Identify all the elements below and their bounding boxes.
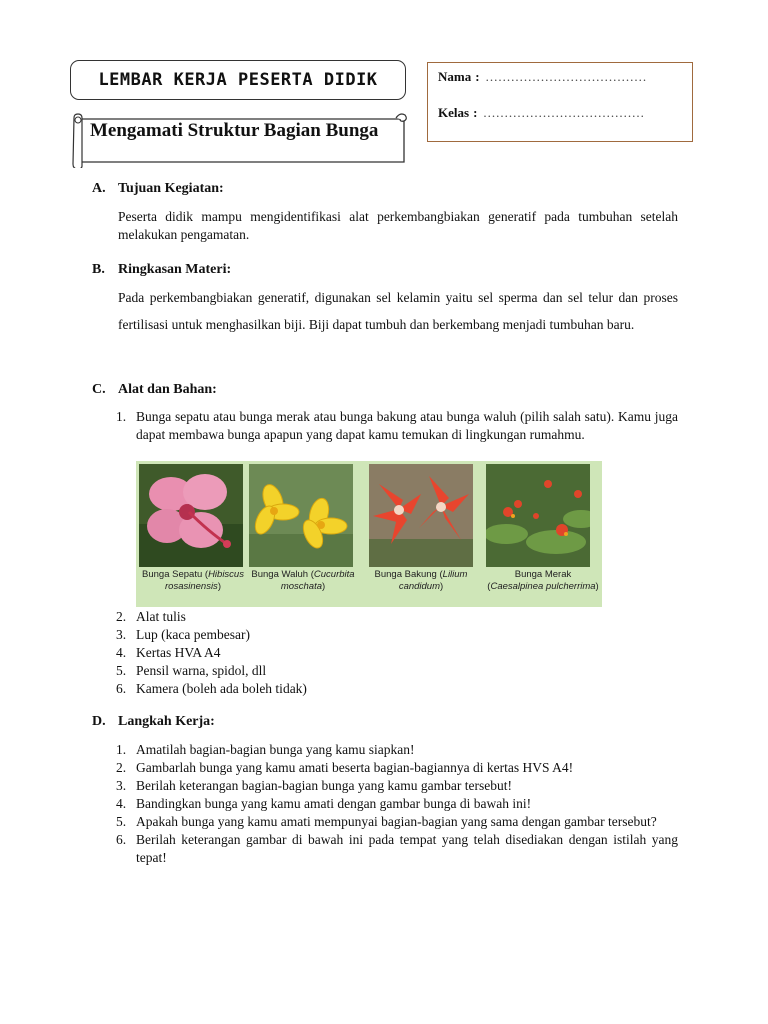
section-b-text: Pada perkembangbiakan generatif, digunakan sel kelamin yaitu sel sperma dan sel telur dan proses fertilisasi untuk menghasilkan biji. Biji dapat tumbuh dan berkembang menjadi tumbuhan baru. [118,290,678,332]
section-a-text: Peserta didik mampu mengidentifikasi alat perkembangbiakan generatif pada tumbuhan setelah melakukan pengamatan. [118,209,678,242]
class-colon: : [473,105,478,120]
list-item: 6. Kamera (boleh ada boleh tidak) [116,681,307,696]
caption-bunga-bakung: Bunga Bakung (Lilium candidum) [374,569,468,592]
lkpd-title: LEMBAR KERJA PESERTA DIDIK [98,70,378,90]
identity-box [427,62,693,142]
name-row [438,69,647,85]
class-row [438,105,645,121]
list-item: 1. Bunga sepatu atau bunga merak atau bunga bakung atau bunga waluh (pilih salah satu). Kamu juga dapat membawa bunga apapun yang dapat kamu temukan di lingkungan rumahmu. [116,409,678,442]
section-b-heading: B. Ringkasan Materi: [92,262,232,277]
hibiscus-photo [139,464,243,567]
section-c-title: Alat dan Bahan: [118,382,217,397]
caption-bunga-waluh: Bunga Waluh (Cucurbita moschata) [251,569,355,592]
caption-bunga-sepatu: Bunga Sepatu (Hibiscus rosasinensis) [142,569,244,592]
list-item: 1. Amatilah bagian-bagian bunga yang kamu siapkan! [116,742,415,757]
list-item: 3. Berilah keterangan bagian-bagian bunga yang kamu gambar tersebut! [116,778,512,793]
list-item: 5. Pensil warna, spidol, dll [116,663,267,678]
section-d-title: Langkah Kerja: [118,714,215,729]
list-item: 2. Alat tulis [116,609,186,624]
merak-photo [486,464,590,567]
class-label: Kelas [438,105,470,120]
section-a-heading: A. Tujuan Kegiatan: [92,181,224,196]
waluh-photo [249,464,353,567]
name-colon: : [475,69,480,84]
steps-list [116,741,678,867]
section-b-title: Ringkasan Materi: [118,262,232,277]
topic-title: Mengamati Struktur Bagian Bunga [90,120,379,141]
list-item: 3. Lup (kaca pembesar) [116,627,250,642]
list-item: 6. Berilah keterangan gambar di bawah ini pada tempat yang telah disediakan dengan istilah yang tepat! [116,832,678,865]
topic-banner [70,112,408,166]
section-d-heading: D. Langkah Kerja: [92,714,215,729]
list-item: 2. Gambarlah bunga yang kamu amati beserta bagian-bagiannya di kertas HVS A4! [116,760,574,775]
name-label: Nama [438,69,472,84]
name-field[interactable]: ...................................... [485,69,648,84]
materials-list-rest [116,608,678,698]
materials-list-first [116,408,678,444]
flower-image-strip [136,461,602,607]
section-a-title: Tujuan Kegiatan: [118,181,224,196]
class-field[interactable]: ...................................... [483,105,645,120]
caption-bunga-merak: Bunga Merak (Caesalpinea pulcherrima) [487,569,599,592]
list-item: 5. Apakah bunga yang kamu amati mempunyai bagian-bagian yang sama dengan gambar tersebut? [116,814,657,829]
section-c-heading: C. Alat dan Bahan: [92,382,217,397]
bakung-photo [369,464,473,567]
list-item: 4. Kertas HVA A4 [116,645,221,660]
lkpd-title-box [70,60,406,100]
list-item: 4. Bandingkan bunga yang kamu amati dengan gambar bunga di bawah ini! [116,796,532,811]
